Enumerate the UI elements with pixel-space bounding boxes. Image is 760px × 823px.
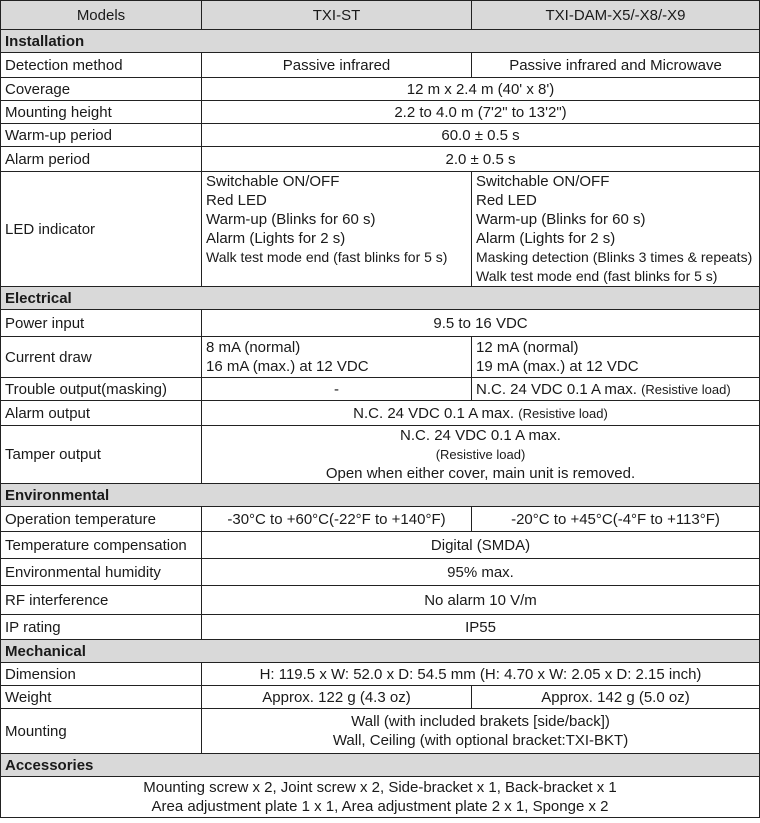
current-draw-a: [202, 337, 472, 378]
led-a-line: Warm-up (Blinks for 60 s): [206, 211, 376, 228]
section-environmental: [1, 484, 760, 507]
led-a-line: Alarm (Lights for 2 s): [206, 230, 346, 247]
led-a-line: Red LED: [206, 192, 267, 209]
table-row: [1, 53, 760, 78]
table-row: [1, 559, 760, 586]
mounting-line: Wall, Ceiling (with optional bracket:TXI-BKT): [332, 732, 629, 749]
table-row: [1, 426, 760, 484]
trouble-output-b-main: N.C. 24 VDC 0.1 A max.: [476, 380, 637, 398]
detection-method-a: Passive infrared: [202, 53, 472, 78]
row-label-weight: Weight: [1, 686, 202, 709]
row-label-power-input: Power input: [1, 310, 202, 337]
alarm-output-note: (Resistive load): [518, 405, 608, 421]
table-row: [1, 147, 760, 172]
section-electrical: [1, 287, 760, 310]
trouble-output-b-note: (Resistive load): [641, 381, 731, 397]
alarm-period-value: 2.0 ± 0.5 s: [202, 147, 760, 172]
current-draw-b-line: 19 mA (max.) at 12 VDC: [476, 358, 639, 375]
led-b-line: Red LED: [476, 192, 537, 209]
section-mechanical: [1, 640, 760, 663]
models-header: Models: [1, 1, 202, 30]
table-row: [1, 686, 760, 709]
table-row: [1, 532, 760, 559]
row-label-ip-rating: IP rating: [1, 615, 202, 640]
table-row: [1, 777, 760, 818]
row-label-trouble-output: Trouble output(masking): [1, 378, 202, 401]
led-b-line: Warm-up (Blinks for 60 s): [476, 211, 646, 228]
mounting-line: Wall (with included brakets [side/back]): [351, 713, 610, 730]
table-row: [1, 401, 760, 426]
section-title-accessories: Accessories: [1, 754, 760, 777]
tamper-output-main: N.C. 24 VDC 0.1 A max.: [400, 427, 561, 444]
row-label-detection-method: Detection method: [1, 53, 202, 78]
section-title-environmental: Environmental: [1, 484, 760, 507]
section-accessories: [1, 754, 760, 777]
current-draw-a-line: 16 mA (max.) at 12 VDC: [206, 358, 369, 375]
row-label-rf-interference: RF interference: [1, 586, 202, 615]
alarm-output-value: [202, 401, 760, 426]
coverage-value: 12 m x 2.4 m (40' x 8'): [202, 78, 760, 101]
dimension-value: H: 119.5 x W: 52.0 x D: 54.5 mm (H: 4.70 x W: 2.05 x D: 2.15 inch): [202, 663, 760, 686]
table-row: [1, 615, 760, 640]
row-label-temperature-compensation: Temperature compensation: [1, 532, 202, 559]
operation-temperature-b: -20°C to +45°C(-4°F to +113°F): [472, 507, 760, 532]
tamper-output-note: (Resistive load): [435, 447, 526, 462]
row-label-mounting-height: Mounting height: [1, 101, 202, 124]
weight-b: Approx. 142 g (5.0 oz): [472, 686, 760, 709]
trouble-output-b: [472, 378, 760, 401]
row-label-dimension: Dimension: [1, 663, 202, 686]
table-row: [1, 507, 760, 532]
accessories-line: Area adjustment plate 1 x 1, Area adjustment plate 2 x 1, Sponge x 2: [151, 798, 609, 815]
row-label-mounting: Mounting: [1, 709, 202, 754]
alarm-output-main: N.C. 24 VDC 0.1 A max.: [353, 404, 515, 422]
row-label-led-indicator: LED indicator: [1, 172, 202, 287]
table-row: [1, 586, 760, 615]
warmup-period-value: 60.0 ± 0.5 s: [202, 124, 760, 147]
tamper-output-line2: Open when either cover, main unit is removed.: [325, 465, 636, 482]
temperature-compensation-value: Digital (SMDA): [202, 532, 760, 559]
table-row: [1, 101, 760, 124]
rf-interference-value: No alarm 10 V/m: [202, 586, 760, 615]
row-label-warmup-period: Warm-up period: [1, 124, 202, 147]
weight-a: Approx. 122 g (4.3 oz): [202, 686, 472, 709]
row-label-tamper-output: Tamper output: [1, 426, 202, 484]
row-label-alarm-period: Alarm period: [1, 147, 202, 172]
table-row: [1, 78, 760, 101]
table-row: [1, 310, 760, 337]
mounting-value: [202, 709, 760, 754]
table-row: [1, 709, 760, 754]
mounting-height-value: 2.2 to 4.0 m (7'2" to 13'2"): [202, 101, 760, 124]
table-row: [1, 337, 760, 378]
led-b-line: Masking detection (Blinks 3 times & repeats): [476, 249, 753, 265]
tamper-output-value: [202, 426, 760, 484]
led-a-line: Walk test mode end (fast blinks for 5 s): [206, 249, 448, 265]
row-label-alarm-output: Alarm output: [1, 401, 202, 426]
header-row: [1, 1, 760, 30]
model-b-header: TXI-DAM-X5/-X8/-X9: [472, 1, 760, 30]
section-title-mechanical: Mechanical: [1, 640, 760, 663]
led-b-line: Switchable ON/OFF: [476, 173, 610, 190]
current-draw-b-line: 12 mA (normal): [476, 339, 579, 356]
trouble-output-a: -: [202, 378, 472, 401]
table-row: [1, 172, 760, 287]
environmental-humidity-value: 95% max.: [202, 559, 760, 586]
table-row: [1, 663, 760, 686]
led-b-line: Alarm (Lights for 2 s): [476, 230, 616, 247]
ip-rating-value: IP55: [202, 615, 760, 640]
detection-method-b: Passive infrared and Microwave: [472, 53, 760, 78]
accessories-line: Mounting screw x 2, Joint screw x 2, Side-bracket x 1, Back-bracket x 1: [143, 779, 617, 796]
current-draw-b: [472, 337, 760, 378]
power-input-value: 9.5 to 16 VDC: [202, 310, 760, 337]
row-label-environmental-humidity: Environmental humidity: [1, 559, 202, 586]
operation-temperature-a: -30°C to +60°C(-22°F to +140°F): [202, 507, 472, 532]
section-title-installation: Installation: [1, 30, 760, 53]
led-a-line: Switchable ON/OFF: [206, 173, 340, 190]
led-indicator-a: [202, 172, 472, 287]
table-row: [1, 124, 760, 147]
row-label-coverage: Coverage: [1, 78, 202, 101]
row-label-current-draw: Current draw: [1, 337, 202, 378]
led-indicator-b: [472, 172, 760, 287]
tamper-output-line1: [206, 426, 755, 464]
table-row: [1, 378, 760, 401]
row-label-operation-temperature: Operation temperature: [1, 507, 202, 532]
led-b-line: Walk test mode end (fast blinks for 5 s): [476, 268, 718, 284]
accessories-value: [1, 777, 760, 818]
current-draw-a-line: 8 mA (normal): [206, 339, 301, 356]
section-title-electrical: Electrical: [1, 287, 760, 310]
model-a-header: TXI-ST: [202, 1, 472, 30]
section-installation: [1, 30, 760, 53]
